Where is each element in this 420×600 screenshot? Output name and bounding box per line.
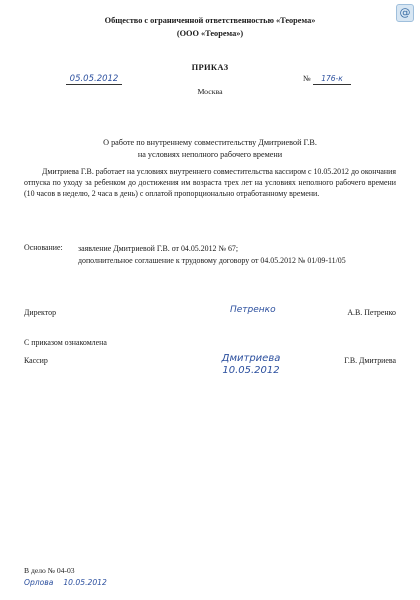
filing-note: В дело № 04-03 bbox=[24, 566, 75, 575]
director-name: А.В. Петренко bbox=[347, 308, 396, 317]
organization-name: Общество с ограниченной ответственностью «Теорема» bbox=[104, 16, 316, 25]
basis-label: Основание: bbox=[24, 243, 63, 252]
organization-short-name: (ООО «Теорема») bbox=[176, 29, 244, 38]
cashier-signature-date: 10.05.2012 bbox=[222, 365, 280, 376]
order-subject bbox=[0, 137, 420, 160]
filing-signature-row bbox=[24, 578, 115, 587]
basis-item-1: заявление Дмитриевой Г.В. от 04.05.2012 № 67; bbox=[78, 244, 239, 253]
director-signature-row bbox=[24, 302, 396, 320]
subject-line-2: на условиях неполного рабочего времени bbox=[137, 149, 283, 159]
director-signature: Петренко bbox=[230, 305, 276, 315]
document-type-title: ПРИКАЗ bbox=[191, 62, 229, 72]
clerk-date: 10.05.2012 bbox=[63, 578, 107, 587]
subject-line-1: О работе по внутреннему совместительству Дмитриевой Г.В. bbox=[103, 138, 317, 147]
basis-list bbox=[78, 243, 398, 267]
city: Москва bbox=[197, 87, 223, 96]
clerk-signature: Орлова bbox=[24, 578, 54, 587]
cashier-handwritten-block bbox=[196, 353, 306, 377]
cashier-title: Кассир bbox=[24, 356, 48, 365]
cashier-name: Г.В. Дмитриева bbox=[344, 356, 396, 365]
acquaintance-note: С приказом ознакомлена bbox=[24, 338, 107, 347]
organization-header bbox=[0, 14, 420, 40]
number-sign: № bbox=[303, 74, 311, 83]
cashier-signature: Дмитриева bbox=[221, 353, 281, 364]
director-title: Директор bbox=[24, 308, 57, 317]
order-number: 176-к bbox=[313, 74, 351, 85]
order-date: 05.05.2012 bbox=[66, 74, 122, 85]
mail-icon[interactable]: @ bbox=[396, 4, 414, 22]
basis-item-2: дополнительное соглашение к трудовому договору от 04.05.2012 № 01/09-11/05 bbox=[78, 256, 346, 265]
order-body: Дмитриева Г.В. работает на условиях внутреннего совместительства кассиром с 10.05.2012 до окончания отпуска по уходу за ребенком до достижения им возраста трех лет на условиях неполного рабочего времени (10 часов в неделю, 2 часа в день) с оплатой пропорционально отработанному времени. bbox=[24, 167, 396, 199]
